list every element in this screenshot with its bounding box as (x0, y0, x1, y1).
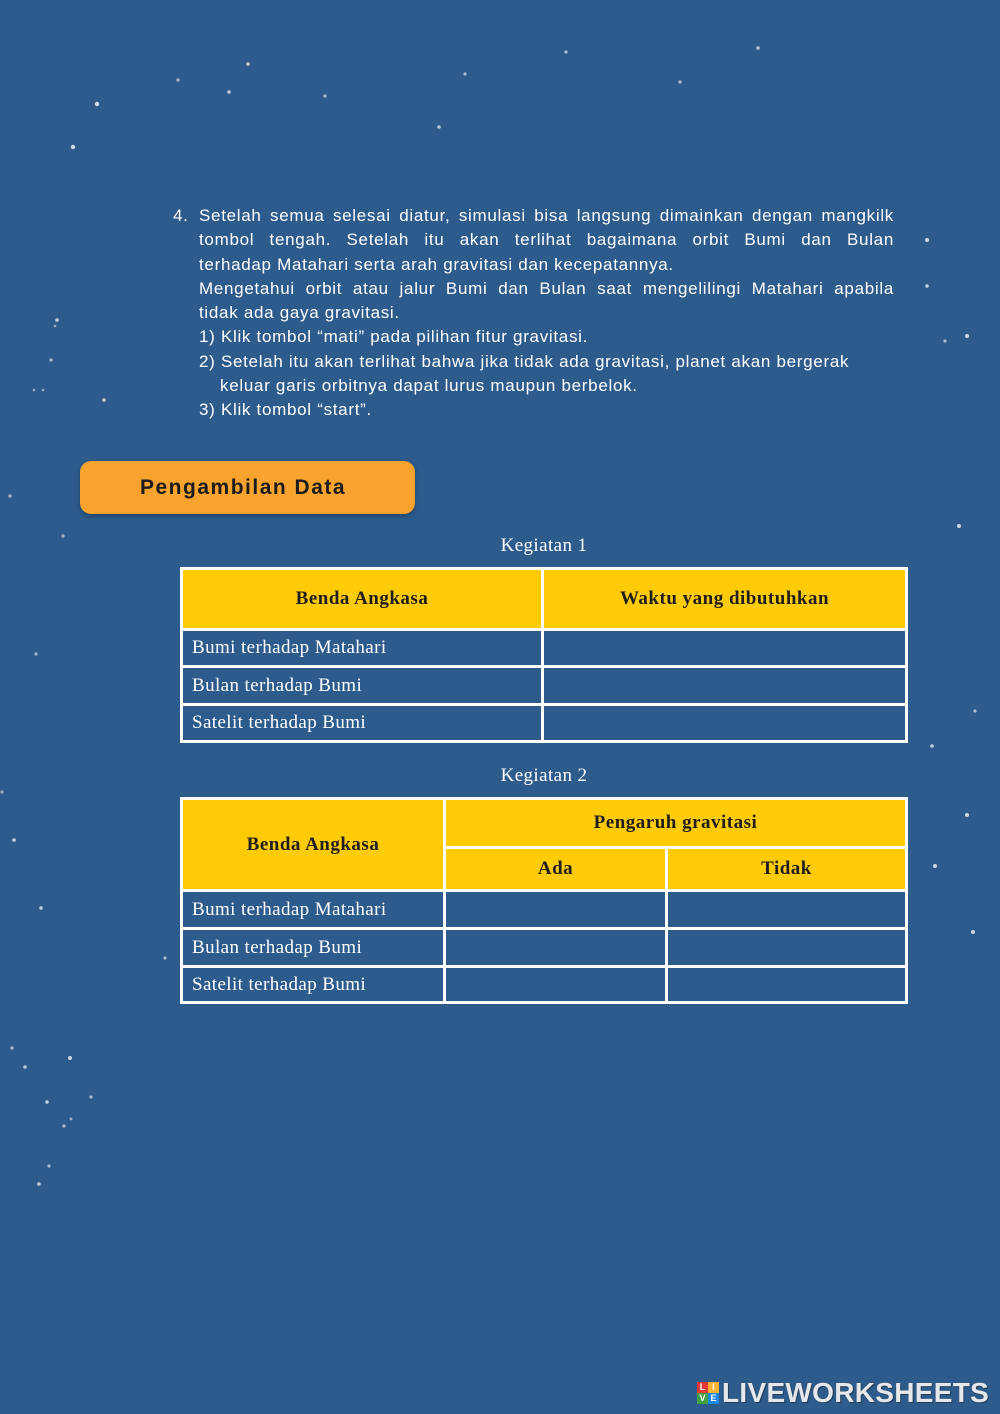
star-dot (756, 46, 760, 50)
star-dot (930, 744, 934, 748)
badge-letter: V (697, 1393, 708, 1404)
star-dot (163, 956, 166, 959)
star-dot (68, 1056, 72, 1060)
answer-cell[interactable] (544, 631, 905, 665)
text-line: terhadap Matahari serta arah gravitasi dan kecepatannya. (199, 254, 674, 274)
star-dot (973, 709, 976, 712)
star-dot (55, 318, 59, 322)
column-header-object: Benda Angkasa (183, 570, 541, 628)
text-line: Mengetahui orbit atau jalur Bumi dan Bulan saat mengelilingi Matahari apabila (199, 278, 894, 298)
answer-cell[interactable] (544, 706, 905, 740)
star-dot (102, 398, 106, 402)
step-text: keluar garis orbitnya dapat lurus maupun berbelok. (220, 375, 638, 395)
star-dot (39, 906, 43, 910)
activity-2-caption: Kegiatan 2 (500, 765, 588, 786)
step-3 (199, 398, 894, 422)
answer-cell[interactable] (446, 892, 665, 927)
row-label: Bumi terhadap Matahari (183, 892, 443, 927)
star-dot (23, 1065, 27, 1069)
star-dot (564, 50, 567, 53)
star-dot (933, 864, 937, 868)
star-dot (463, 72, 466, 75)
star-dot (965, 334, 969, 338)
star-dot (54, 325, 57, 328)
star-dot (45, 1100, 49, 1104)
star-dot (925, 284, 929, 288)
star-dot (10, 1046, 13, 1049)
star-dot (62, 1124, 65, 1127)
liveworksheets-watermark (697, 1377, 990, 1408)
star-dot (0, 790, 3, 793)
star-dot (437, 125, 441, 129)
star-dot (965, 813, 969, 817)
step-text: 1) Klik tombol “mati” pada pilihan fitur gravitasi. (199, 327, 589, 347)
star-dot (70, 1118, 73, 1121)
row-label: Bulan terhadap Bumi (183, 930, 443, 965)
watermark-brand-text: LIVEWORKSHEETS (722, 1377, 990, 1408)
star-dot (12, 838, 16, 842)
column-group-header-gravity: Pengaruh gravitasi (446, 800, 905, 846)
instructions-block (173, 204, 894, 422)
column-header-ada: Ada (446, 849, 665, 889)
star-dot (49, 358, 52, 361)
step-text: 2) Setelah itu akan terlihat bahwa jika tidak ada gravitasi, planet akan bergerak (199, 351, 850, 371)
answer-cell[interactable] (668, 930, 905, 965)
step-2 (199, 350, 894, 399)
star-dot (61, 534, 64, 537)
answer-cell[interactable] (668, 968, 905, 1001)
activity-2-table (180, 797, 908, 1004)
star-dot (943, 339, 946, 342)
star-dot (33, 389, 36, 392)
answer-cell[interactable] (446, 968, 665, 1001)
column-header-time: Waktu yang dibutuhkan (544, 570, 905, 628)
star-dot (176, 78, 179, 81)
note-paragraph (199, 277, 894, 326)
list-item-number: 4. (173, 206, 189, 225)
star-dot (37, 1182, 41, 1186)
row-label: Bulan terhadap Bumi (183, 668, 541, 703)
row-label: Satelit terhadap Bumi (183, 968, 443, 1001)
star-dot (323, 94, 326, 97)
answer-cell[interactable] (544, 668, 905, 703)
star-dot (42, 389, 45, 392)
column-header-tidak: Tidak (668, 849, 905, 889)
star-dot (971, 930, 975, 934)
badge-letter: E (708, 1393, 719, 1404)
star-dot (47, 1164, 50, 1167)
column-header-object: Benda Angkasa (183, 800, 443, 889)
liveworksheets-logo-icon (697, 1382, 719, 1404)
text-line: tombol tengah. Setelah itu akan terlihat bagaimana orbit Bumi dan Bulan (199, 230, 894, 250)
text-line: Setelah semua selesai diatur, simulasi bisa langsung dimainkan dengan mangkilk (199, 206, 894, 225)
star-dot (8, 494, 11, 497)
star-dot (227, 90, 231, 94)
text-line: tidak ada gaya gravitasi. (199, 303, 400, 322)
section-banner (80, 461, 415, 514)
star-dot (89, 1095, 92, 1098)
star-dot (71, 145, 75, 149)
star-dot (925, 238, 929, 242)
star-dot (678, 80, 681, 83)
answer-cell[interactable] (668, 892, 905, 927)
star-dot (246, 62, 250, 66)
star-dot (957, 524, 961, 528)
badge-letter: L (697, 1382, 708, 1393)
section-title: Pengambilan Data (140, 476, 347, 499)
intro-paragraph (199, 204, 894, 277)
step-text: 3) Klik tombol “start”. (199, 400, 372, 419)
activity-1-caption: Kegiatan 1 (500, 535, 588, 556)
star-dot (34, 652, 37, 655)
row-label: Bumi terhadap Matahari (183, 631, 541, 665)
answer-cell[interactable] (446, 930, 665, 965)
activity-1-table (180, 567, 908, 743)
star-dot (95, 102, 99, 106)
badge-letter: I (708, 1382, 719, 1393)
row-label: Satelit terhadap Bumi (183, 706, 541, 740)
step-1 (199, 325, 894, 349)
